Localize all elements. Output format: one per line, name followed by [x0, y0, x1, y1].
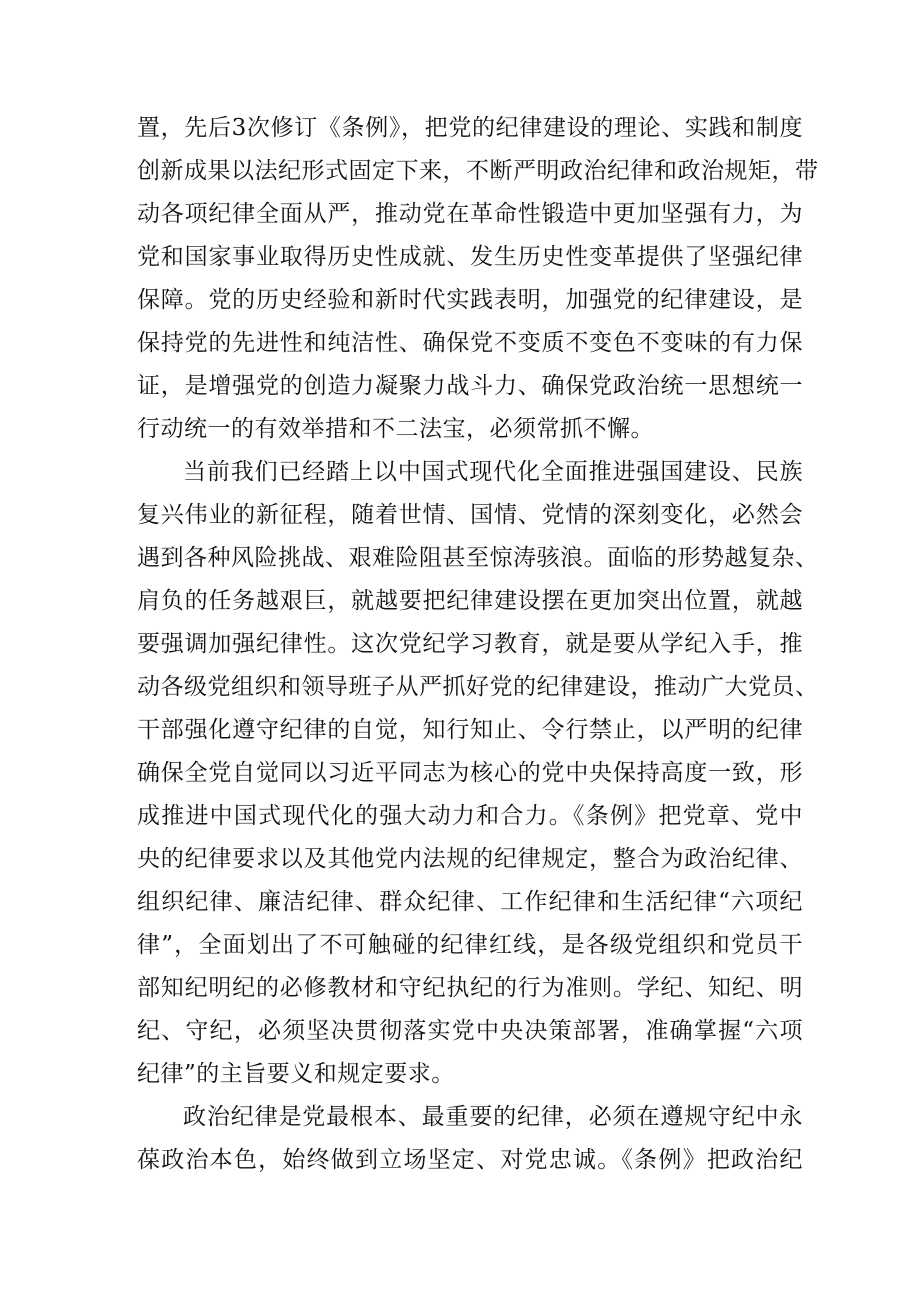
text-line: 肩负的任务越艰巨，就越要把纪律建设摆在更加突出位置，就越 [137, 588, 803, 614]
text-line: 动各项纪律全面从严，推动党在革命性锻造中更加坚强有力，为 [137, 201, 803, 227]
paragraph-1 [137, 107, 819, 451]
body-text [137, 107, 819, 1182]
text-line: 成推进中国式现代化的强大动力和合力。《条例》把党章、党中 [137, 803, 803, 829]
text-line: 部知纪明纪的必修教材和守纪执纪的行为准则。学纪、知纪、明 [137, 975, 803, 1001]
text-line: 纪、守纪，必须坚决贯彻落实党中央决策部署，准确掌握“六项 [137, 1018, 803, 1044]
paragraph-3 [137, 1096, 803, 1182]
text-line: 葆政治本色，始终做到立场坚定、对党忠诚。《条例》把政治纪 [137, 1147, 803, 1173]
text-line: 要强调加强纪律性。这次党纪学习教育，就是要从学纪入手，推 [137, 631, 803, 657]
text-line: 动各级党组织和领导班子从严抓好党的纪律建设，推动广大党员、 [137, 674, 819, 700]
text-line: 行动统一的有效举措和不二法宝，必须常抓不懈。 [137, 416, 654, 442]
text-line: 当前我们已经踏上以中国式现代化全面推进强国建设、民族 [183, 459, 803, 485]
text-line: 纪律”的主旨要义和规定要求。 [137, 1061, 455, 1087]
text-line: 组织纪律、廉洁纪律、群众纪律、工作纪律和生活纪律“六项纪 [137, 889, 803, 915]
text-line: 确保全党自觉同以习近平同志为核心的党中央保持高度一致，形 [137, 760, 803, 786]
text-line: 律”，全面划出了不可触碰的纪律红线，是各级党组织和党员干 [137, 932, 803, 958]
text-line: 干部强化遵守纪律的自觉，知行知止、令行禁止，以严明的纪律 [137, 717, 803, 743]
text-line: 创新成果以法纪形式固定下来，不断严明政治纪律和政治规矩，带 [137, 158, 819, 184]
text-line: 政治纪律是党最根本、最重要的纪律，必须在遵规守纪中永 [183, 1104, 803, 1130]
text-line: 遇到各种风险挑战、艰难险阻甚至惊涛骇浪。面临的形势越复杂、 [137, 545, 819, 571]
text-line: 置，先后3次修订《条例》，把党的纪律建设的理论、实践和制度 [137, 115, 803, 141]
text-line: 保持党的先进性和纯洁性、确保党不变质不变色不变味的有力保 [137, 330, 803, 356]
text-line: 央的纪律要求以及其他党内法规的纪律规定，整合为政治纪律、 [137, 846, 803, 872]
paragraph-2 [137, 451, 819, 1096]
text-line: 证，是增强党的创造力凝聚力战斗力、确保党政治统一思想统一 [137, 373, 803, 399]
text-line: 保障。党的历史经验和新时代实践表明，加强党的纪律建设，是 [137, 287, 803, 313]
text-line: 党和国家事业取得历史性成就、发生历史性变革提供了坚强纪律 [137, 244, 803, 270]
text-line: 复兴伟业的新征程，随着世情、国情、党情的深刻变化，必然会 [137, 502, 803, 528]
